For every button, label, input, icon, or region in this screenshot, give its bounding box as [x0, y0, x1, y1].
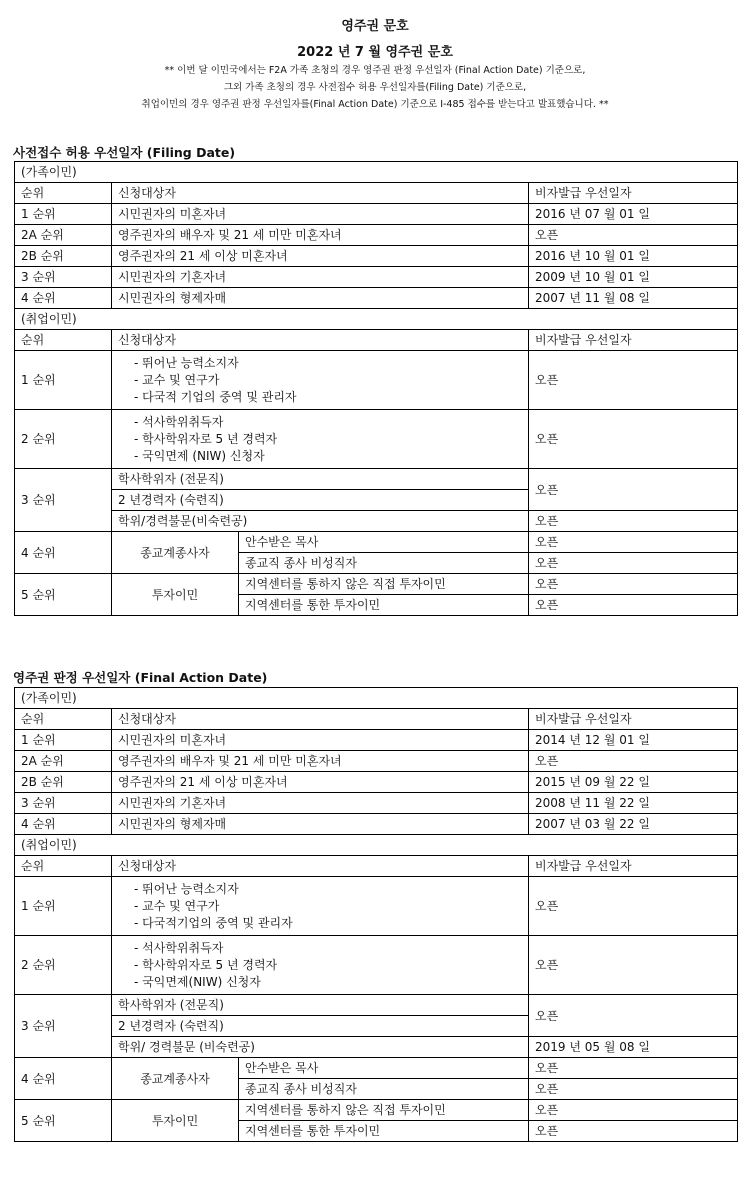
- employment-rank: 4 순위: [15, 1058, 112, 1100]
- family-target: 시민권자의 미혼자녀: [112, 204, 529, 225]
- employment-date: 2019 년 05 월 08 일: [529, 1037, 738, 1058]
- family-date: 2007 년 03 월 22 일: [529, 814, 738, 835]
- family-target: 영주권자의 배우자 및 21 세 미만 미혼자녀: [112, 225, 529, 246]
- employment-target: 학위/경력불문(비숙련공): [112, 511, 529, 532]
- page-subtitle: 2022 년 7 월 영주권 문호: [297, 45, 453, 60]
- employment-subtarget: 안수받은 목사: [239, 1058, 529, 1079]
- notice-line: 그외 가족 초청의 경우 사전접수 허용 우선일자를(Filing Date) 기준으로,: [223, 82, 527, 93]
- employment-target: 2 년경력자 (숙련직): [112, 1016, 529, 1037]
- family-date: 2008 년 11 월 22 일: [529, 793, 738, 814]
- target-item: - 교수 및 연구가: [134, 898, 220, 913]
- family-date: 2007 년 11 월 08 일: [529, 288, 738, 309]
- col-header-rank: 순위: [15, 183, 112, 204]
- family-target: 영주권자의 배우자 및 21 세 미만 미혼자녀: [112, 751, 529, 772]
- notice-line: 취업이민의 경우 영주권 판정 우선일자를(Final Action Date) 기준으로 I-485 접수를 받는다고 발표했습니다. **: [141, 99, 609, 110]
- employment-target-list: [112, 936, 529, 995]
- family-rank: 4 순위: [15, 814, 112, 835]
- col-header-rank: 순위: [15, 856, 112, 877]
- section-title-final-action-date: 영주권 판정 우선일자 (Final Action Date): [13, 670, 268, 685]
- employment-subtarget: 지역센터를 통하지 않은 직접 투자이민: [239, 574, 529, 595]
- employment-date: 오픈: [529, 469, 738, 511]
- employment-section-label: (취업이민): [15, 309, 738, 330]
- family-rank: 2B 순위: [15, 246, 112, 267]
- employment-date: 오픈: [529, 995, 738, 1037]
- employment-subtarget: 지역센터를 통한 투자이민: [239, 595, 529, 616]
- employment-rank: 3 순위: [15, 995, 112, 1058]
- family-date: 2015 년 09 월 22 일: [529, 772, 738, 793]
- employment-target: 학위/ 경력불문 (비숙련공): [112, 1037, 529, 1058]
- col-header-date: 비자발급 우선일자: [529, 709, 738, 730]
- employment-target: 2 년경력자 (숙련직): [112, 490, 529, 511]
- col-header-date: 비자발급 우선일자: [529, 330, 738, 351]
- family-rank: 2A 순위: [15, 225, 112, 246]
- employment-date: 오픈: [529, 1121, 738, 1142]
- family-rank: 1 순위: [15, 730, 112, 751]
- col-header-date: 비자발급 우선일자: [529, 183, 738, 204]
- page-title: 영주권 문호: [341, 19, 409, 34]
- employment-group: 투자이민: [112, 1100, 239, 1142]
- employment-subtarget: 지역센터를 통하지 않은 직접 투자이민: [239, 1100, 529, 1121]
- target-item: - 석사학위취득자: [134, 940, 224, 955]
- col-header-rank: 순위: [15, 330, 112, 351]
- visa-bulletin-table: [14, 161, 738, 616]
- visa-bulletin-table: [14, 687, 738, 1142]
- family-rank: 3 순위: [15, 793, 112, 814]
- family-section-label: (가족이민): [15, 162, 738, 183]
- col-header-rank: 순위: [15, 709, 112, 730]
- employment-rank: 4 순위: [15, 532, 112, 574]
- employment-target: 학사학위자 (전문직): [112, 469, 529, 490]
- family-rank: 1 순위: [15, 204, 112, 225]
- employment-subtarget: 안수받은 목사: [239, 532, 529, 553]
- section-title-filing-date: 사전접수 허용 우선일자 (Filing Date): [13, 145, 236, 160]
- family-section-label: (가족이민): [15, 688, 738, 709]
- col-header-target: 신청대상자: [112, 709, 529, 730]
- family-rank: 4 순위: [15, 288, 112, 309]
- target-item: - 석사학위취득자: [134, 414, 224, 429]
- employment-rank: 3 순위: [15, 469, 112, 532]
- employment-target: 학사학위자 (전문직): [112, 995, 529, 1016]
- col-header-target: 신청대상자: [112, 183, 529, 204]
- employment-date: 오픈: [529, 553, 738, 574]
- employment-rank: 5 순위: [15, 574, 112, 616]
- family-date: 2016 년 07 월 01 일: [529, 204, 738, 225]
- family-target: 영주권자의 21 세 이상 미혼자녀: [112, 246, 529, 267]
- employment-section-label: (취업이민): [15, 835, 738, 856]
- employment-date: 오픈: [529, 351, 738, 410]
- family-date: 2009 년 10 월 01 일: [529, 267, 738, 288]
- employment-date: 오픈: [529, 410, 738, 469]
- employment-date: 오픈: [529, 877, 738, 936]
- employment-group: 종교계종사자: [112, 532, 239, 574]
- notice-line: ** 이번 달 이민국에서는 F2A 가족 초청의 경우 영주권 판정 우선일자 (Final Action Date) 기준으로,: [164, 65, 586, 76]
- family-target: 영주권자의 21 세 이상 미혼자녀: [112, 772, 529, 793]
- employment-group: 종교계종사자: [112, 1058, 239, 1100]
- employment-date: 오픈: [529, 1058, 738, 1079]
- employment-date: 오픈: [529, 574, 738, 595]
- employment-date: 오픈: [529, 511, 738, 532]
- employment-date: 오픈: [529, 936, 738, 995]
- target-item: - 학사학위자로 5 년 경력자: [134, 957, 278, 972]
- family-date: 2014 년 12 월 01 일: [529, 730, 738, 751]
- family-rank: 3 순위: [15, 267, 112, 288]
- family-target: 시민권자의 형제자매: [112, 814, 529, 835]
- family-date: 오픈: [529, 225, 738, 246]
- target-item: - 뛰어난 능력소지자: [134, 355, 239, 370]
- family-rank: 2A 순위: [15, 751, 112, 772]
- family-target: 시민권자의 기혼자녀: [112, 267, 529, 288]
- target-item: - 학사학위자로 5 년 경력자: [134, 431, 278, 446]
- employment-target-list: [112, 351, 529, 410]
- employment-target-list: [112, 410, 529, 469]
- employment-rank: 2 순위: [15, 410, 112, 469]
- employment-group: 투자이민: [112, 574, 239, 616]
- family-date: 오픈: [529, 751, 738, 772]
- family-target: 시민권자의 기혼자녀: [112, 793, 529, 814]
- col-header-target: 신청대상자: [112, 330, 529, 351]
- employment-date: 오픈: [529, 1100, 738, 1121]
- target-item: - 국익면제(NIW) 신청자: [134, 974, 261, 989]
- employment-target-list: [112, 877, 529, 936]
- employment-rank: 2 순위: [15, 936, 112, 995]
- family-date: 2016 년 10 월 01 일: [529, 246, 738, 267]
- target-item: - 다국적기업의 중역 및 관리자: [134, 915, 293, 930]
- target-item: - 뛰어난 능력소지자: [134, 881, 239, 896]
- col-header-date: 비자발급 우선일자: [529, 856, 738, 877]
- family-target: 시민권자의 형제자매: [112, 288, 529, 309]
- target-item: - 교수 및 연구가: [134, 372, 220, 387]
- employment-subtarget: 종교직 종사 비성직자: [239, 1079, 529, 1100]
- employment-rank: 5 순위: [15, 1100, 112, 1142]
- employment-date: 오픈: [529, 595, 738, 616]
- employment-date: 오픈: [529, 1079, 738, 1100]
- employment-date: 오픈: [529, 532, 738, 553]
- target-item: - 국익면제 (NIW) 신청자: [134, 448, 265, 463]
- target-item: - 다국적 기업의 중역 및 관리자: [134, 389, 297, 404]
- employment-rank: 1 순위: [15, 877, 112, 936]
- employment-rank: 1 순위: [15, 351, 112, 410]
- employment-subtarget: 지역센터를 통한 투자이민: [239, 1121, 529, 1142]
- col-header-target: 신청대상자: [112, 856, 529, 877]
- family-rank: 2B 순위: [15, 772, 112, 793]
- family-target: 시민권자의 미혼자녀: [112, 730, 529, 751]
- employment-subtarget: 종교직 종사 비성직자: [239, 553, 529, 574]
